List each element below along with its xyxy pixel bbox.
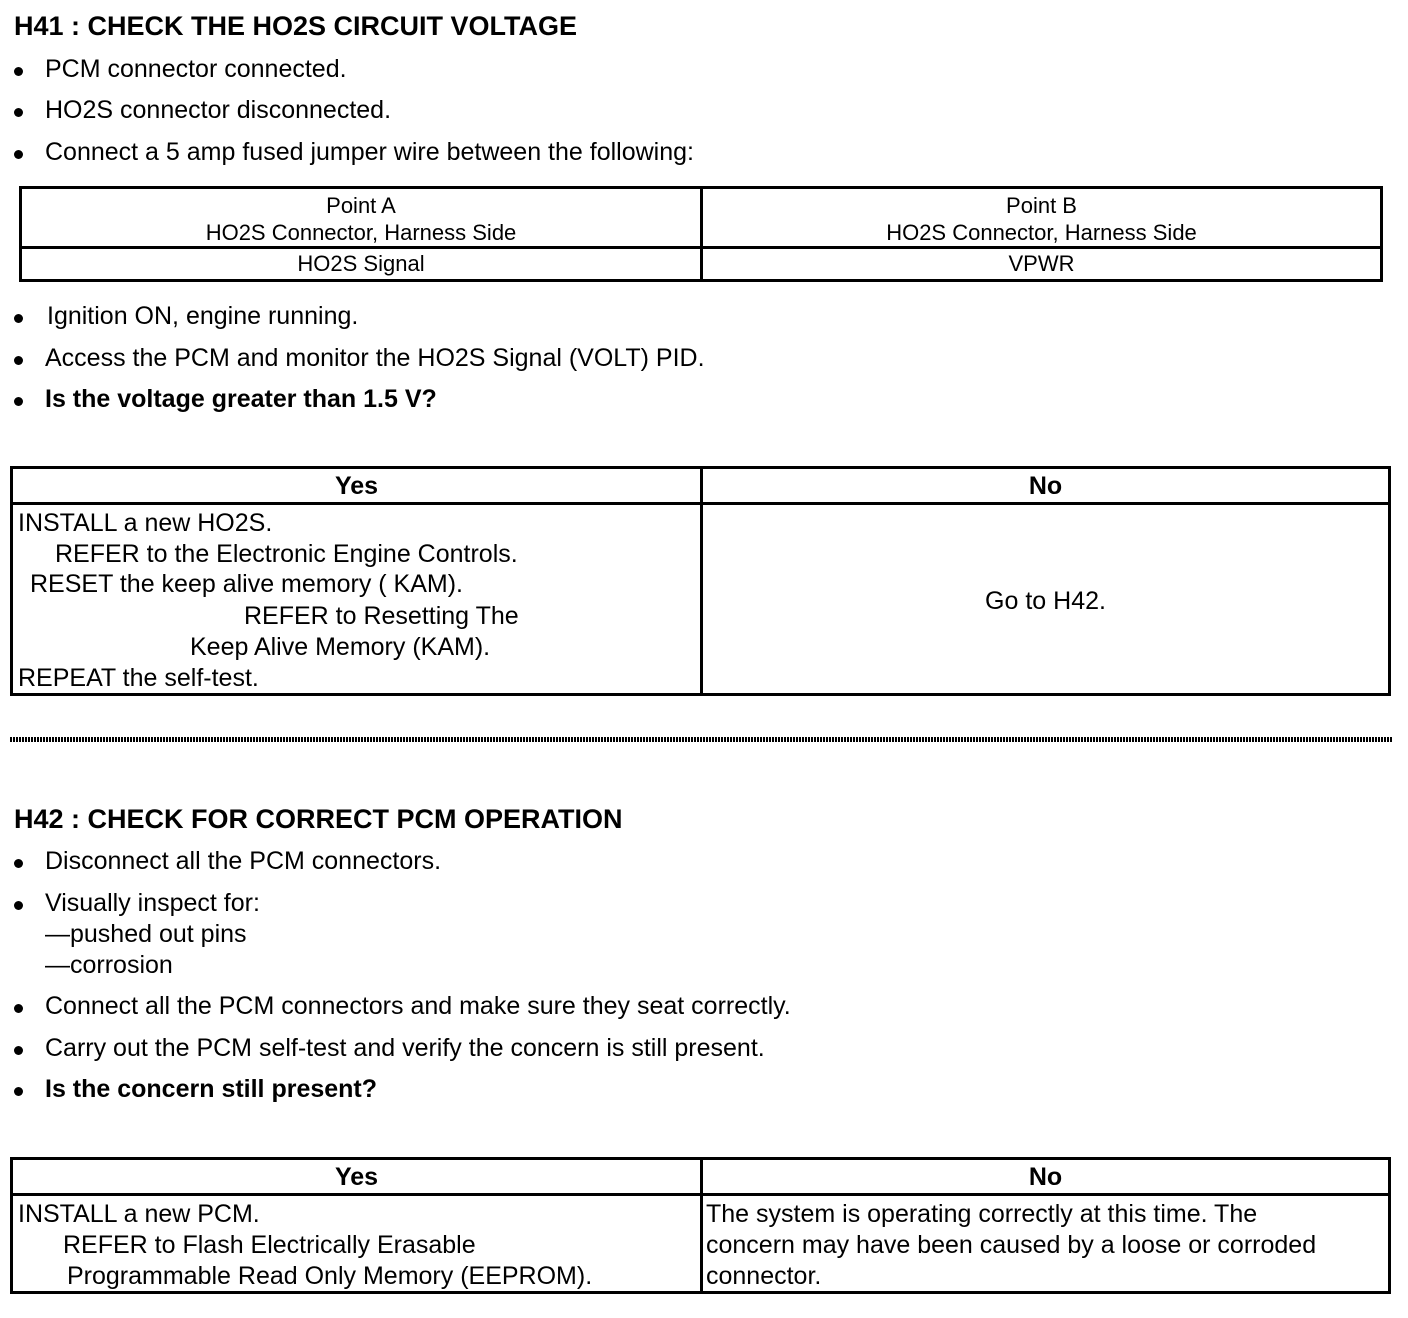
bullet-icon [14, 397, 23, 406]
point-b-label: Point B [1006, 193, 1077, 218]
bullet-icon [14, 1087, 23, 1096]
no-line: connector. [706, 1262, 822, 1290]
list-item-text: Access the PCM and monitor the HO2S Signal (VOLT) PID. [45, 344, 705, 372]
yes-line: REFER to Flash Electrically Erasable [63, 1231, 476, 1259]
table-divider [13, 1193, 1388, 1196]
no-line: The system is operating correctly at this time. The [706, 1200, 1258, 1228]
bullet-icon [14, 67, 23, 76]
sub-item: —corrosion [45, 951, 173, 979]
point-a-location: HO2S Connector, Harness Side [205, 220, 517, 245]
no-action: Go to H42. [985, 587, 1106, 615]
sub-item: —pushed out pins [45, 920, 247, 948]
yes-line: INSTALL a new HO2S. [18, 509, 273, 537]
bullet-icon [14, 901, 23, 910]
bullet-icon [14, 150, 23, 159]
bullet-icon [14, 356, 23, 365]
point-b-header [703, 192, 1380, 246]
list-item-text: Carry out the PCM self-test and verify the concern is still present. [45, 1034, 765, 1062]
section-separator [10, 737, 1392, 742]
point-a-value: HO2S Signal [297, 251, 425, 276]
list-item-text: Connect a 5 amp fused jumper wire between the following: [45, 138, 694, 166]
table-divider [13, 502, 1388, 505]
h42-title: H42 : CHECK FOR CORRECT PCM OPERATION [14, 804, 623, 834]
jumper-table [19, 186, 1383, 282]
list-item-text: Visually inspect for: [45, 889, 260, 917]
yes-header: Yes [334, 472, 379, 500]
point-a-header [22, 192, 700, 246]
yes-line: REFER to the Electronic Engine Controls. [55, 540, 518, 568]
yes-line: Programmable Read Only Memory (EEPROM). [67, 1262, 593, 1290]
no-line: concern may have been caused by a loose or corroded [706, 1231, 1317, 1259]
h42-result-table [10, 1157, 1391, 1294]
no-header: No [1028, 1163, 1063, 1191]
yes-line: RESET the keep alive memory ( KAM). [30, 570, 464, 598]
list-item-text: Disconnect all the PCM connectors. [45, 847, 442, 875]
list-item-text: Ignition ON, engine running. [47, 302, 359, 330]
question-text: Is the voltage greater than 1.5 V? [45, 385, 437, 413]
yes-line: INSTALL a new PCM. [18, 1200, 260, 1228]
list-item-text: HO2S connector disconnected. [45, 96, 392, 124]
bullet-icon [14, 859, 23, 868]
point-b-value: VPWR [1008, 251, 1075, 276]
question-text: Is the concern still present? [45, 1075, 378, 1103]
h41-title: H41 : CHECK THE HO2S CIRCUIT VOLTAGE [14, 11, 578, 41]
no-header: No [1028, 472, 1063, 500]
yes-header: Yes [334, 1163, 379, 1191]
yes-line: Keep Alive Memory (KAM). [190, 633, 491, 661]
point-a-label: Point A [326, 193, 396, 218]
h41-result-table [10, 466, 1391, 696]
list-item-text: PCM connector connected. [45, 55, 347, 83]
bullet-icon [14, 1046, 23, 1055]
bullet-icon [14, 314, 23, 323]
bullet-icon [14, 1004, 23, 1013]
yes-line: REFER to Resetting The [244, 602, 519, 630]
bullet-icon [14, 108, 23, 117]
list-item-text: Connect all the PCM connectors and make sure they seat correctly. [45, 992, 791, 1020]
point-b-location: HO2S Connector, Harness Side [886, 220, 1197, 245]
table-divider [22, 246, 1380, 249]
yes-line: REPEAT the self-test. [18, 664, 259, 692]
